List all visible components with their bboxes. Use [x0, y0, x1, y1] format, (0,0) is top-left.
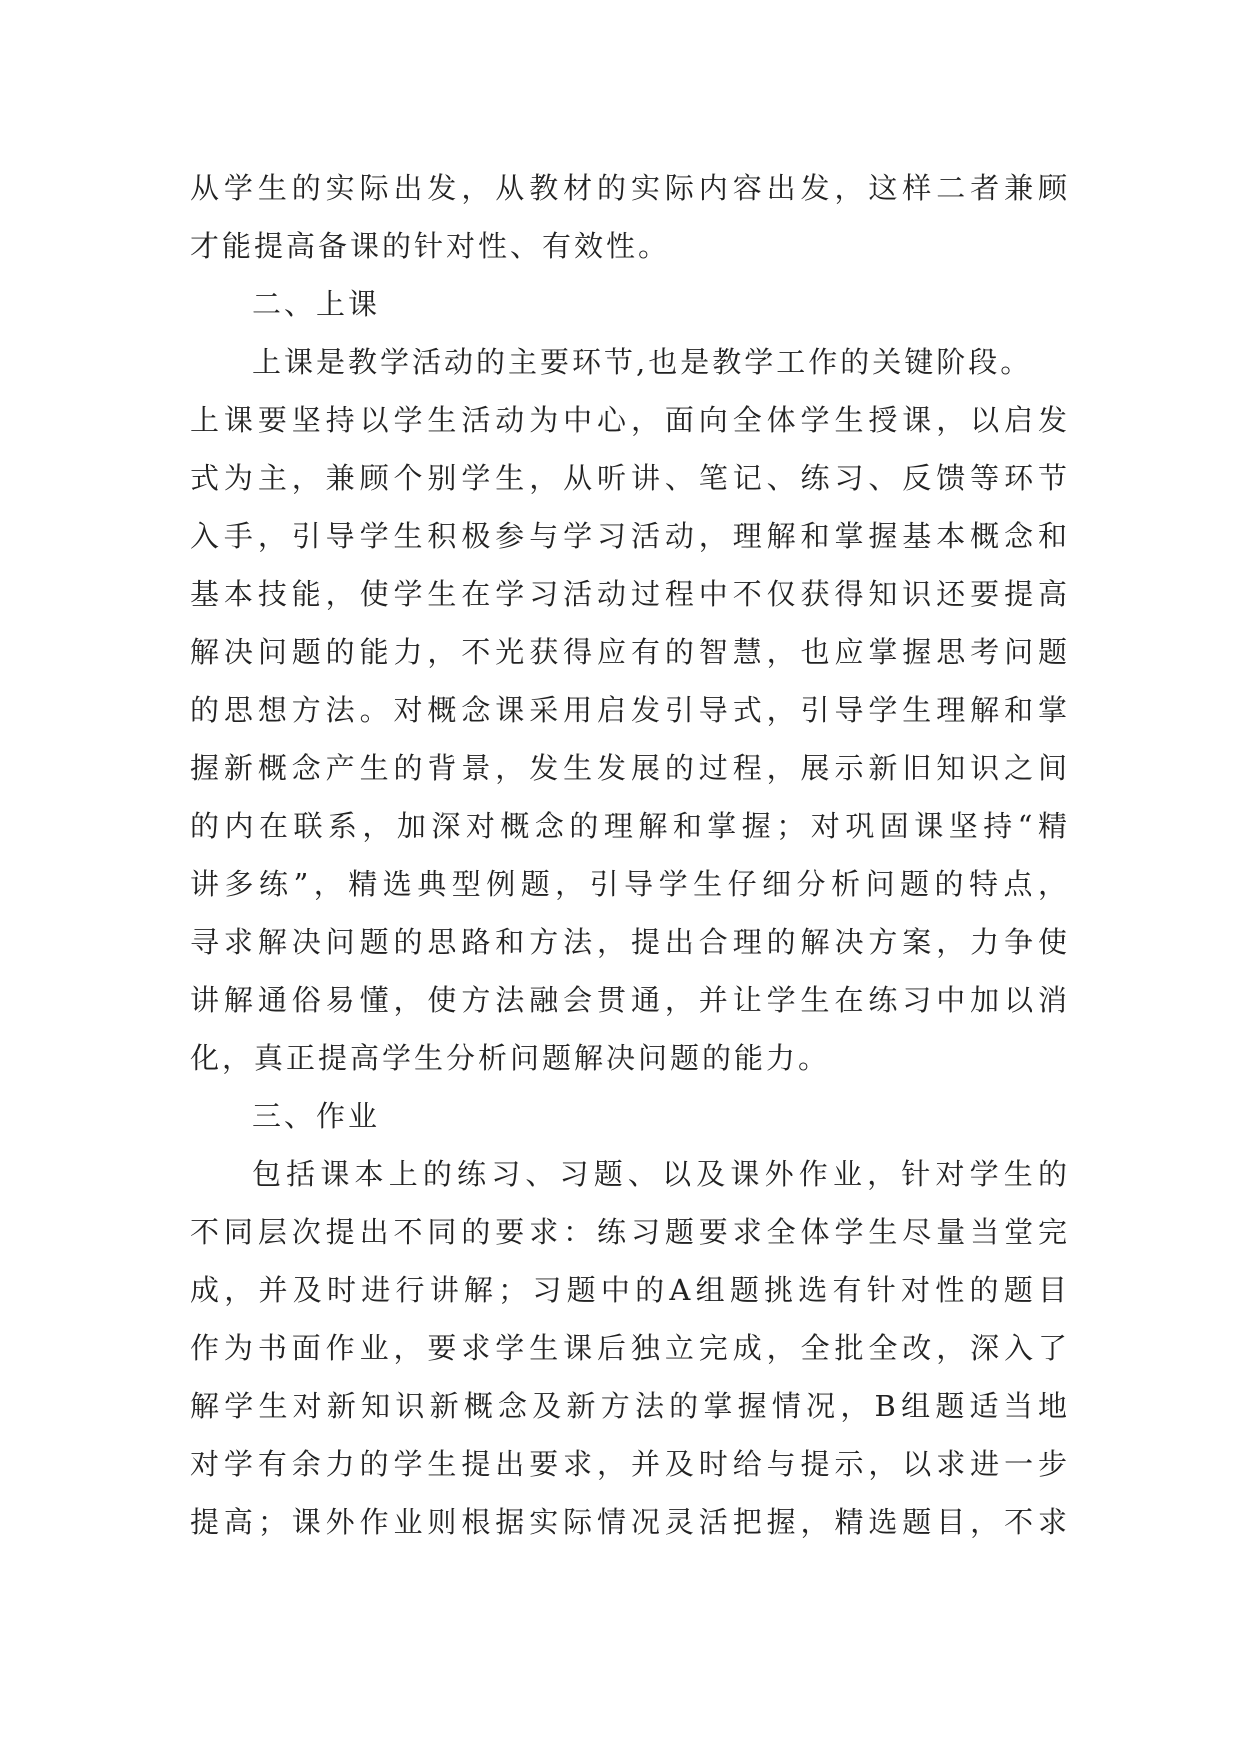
text-line: 解决问题的能力，不光获得应有的智慧，也应掌握思考问题 — [190, 635, 1070, 669]
text-line: 讲解通俗易懂，使方法融会贯通，并让学生在练习中加以消 — [190, 983, 1070, 1017]
text-line: 作为书面作业，要求学生课后独立完成，全批全改，深入了 — [190, 1331, 1070, 1365]
text-line: 提高；课外作业则根据实际情况灵活把握，精选题目，不求 — [190, 1505, 1070, 1539]
text-line: 对学有余力的学生提出要求，并及时给与提示，以求进一步 — [190, 1447, 1070, 1481]
text-line: 式为主，兼顾个别学生，从听讲、笔记、练习、反馈等环节 — [190, 461, 1070, 495]
text-line: 入手，引导学生积极参与学习活动，理解和掌握基本概念和 — [190, 519, 1070, 553]
text-line: 基本技能，使学生在学习活动过程中不仅获得知识还要提高 — [190, 577, 1070, 611]
text-line: 包括课本上的练习、习题、以及课外作业，针对学生的 — [252, 1157, 1070, 1191]
text-line: 上课是教学活动的主要环节,也是教学工作的关键阶段。 — [252, 345, 1033, 379]
text-line: 不同层次提出不同的要求：练习题要求全体学生尽量当堂完 — [190, 1215, 1070, 1249]
section-heading: 三、作业 — [252, 1099, 381, 1133]
text-line: 寻求解决问题的思路和方法，提出合理的解决方案，力争使 — [190, 925, 1070, 959]
text-line: 上课要坚持以学生活动为中心，面向全体学生授课，以启发 — [190, 403, 1070, 437]
text-line: 化，真正提高学生分析问题解决问题的能力。 — [190, 1041, 831, 1075]
text-line: 才能提高备课的针对性、有效性。 — [190, 229, 671, 263]
text-line: 讲多练”，精选典型例题，引导学生仔细分析问题的特点， — [190, 867, 1070, 901]
text-line: 成，并及时进行讲解；习题中的A组题挑选有针对性的题目 — [190, 1273, 1070, 1307]
text-line: 从学生的实际出发，从教材的实际内容出发，这样二者兼顾 — [190, 171, 1070, 205]
text-line: 解学生对新知识新概念及新方法的掌握情况，B组题适当地 — [190, 1389, 1070, 1423]
text-line: 的思想方法。对概念课采用启发引导式，引导学生理解和掌 — [190, 693, 1070, 727]
section-heading: 二、上课 — [252, 287, 381, 321]
text-line: 的内在联系，加深对概念的理解和掌握；对巩固课坚持“精 — [190, 809, 1070, 843]
text-line: 握新概念产生的背景，发生发展的过程，展示新旧知识之间 — [190, 751, 1070, 785]
body-text — [190, 159, 1070, 1551]
